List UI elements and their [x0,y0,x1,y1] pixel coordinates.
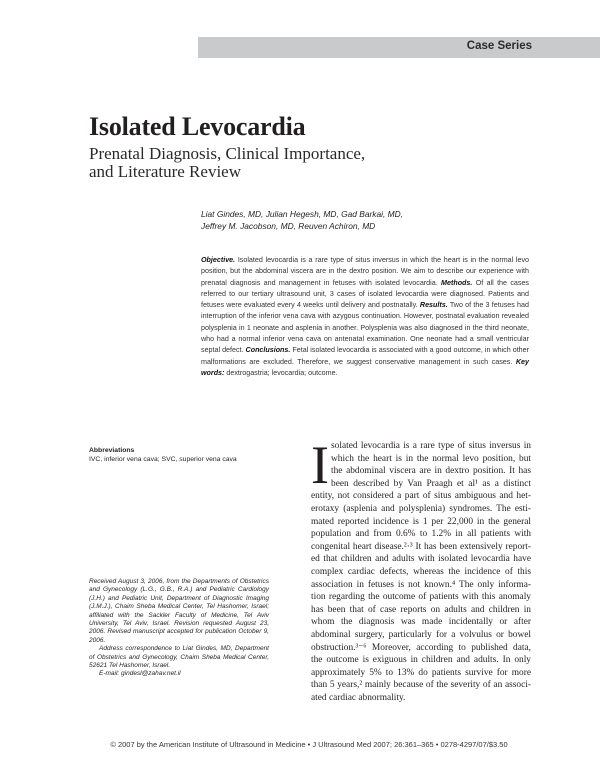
objective-text: Isolated levocardia is a rare type of situs inversus in which the heart is in the normal levo position, but the abdominal viscera are in the dextro position. We aim to describe our experience with prenatal diagnosis and management in fetuses with isolated levocardia. [201,256,529,287]
body-line: which the heart is in the normal levo position, but [331,453,531,464]
body-line: erotaxy (asplenia and polysplenia) syndromes. The esti- [311,503,531,514]
body-line: tion regarding the outcome of patients with this anomaly [311,592,531,603]
received-note [89,578,269,679]
article-title: Isolated Levocardia [89,112,306,141]
body-line: solated levocardia is a rare type of situs inversus in [331,441,531,451]
abbreviations-text: IVC, inferior vena cava; SVC, superior vena cava [89,456,237,463]
keywords-text: dextrogastria; levocardia; outcome. [224,368,338,377]
email-line: E-mail: gindesl@zahav.net.il [99,670,181,678]
body-text [311,435,531,704]
body-line: the abdominal viscera are in dextro position. It has [331,466,531,477]
body-line: approximately 5% to 13% do patients survive for more [311,667,531,678]
author-list [201,208,501,232]
body-line: entity, not considered a part of situs ambiguous and het- [311,491,531,502]
page-footer: © 2007 by the American Institute of Ultrasound in Medicine • J Ultrasound Med 2007; 26:361–365 • 0278-4297/07/$3.50 [110,740,508,749]
body-line: complex cardiac defects, whereas the incidence of this [311,566,531,577]
received-paragraph: Received August 3, 2006, from the Departments of Obstetrics and Gynecology (L.G., G.B., R.A.) and Pediatric Cardiology (J.H.) and Pediatric Unit, Department of Diagnostic Imaging (J.M.J.), Chaim Sheba Medical Center, Tel Hashomer, Israel; affiliated with the Sackler Faculty of Medicine, Tel Aviv University, Tel Aviv, Israel. Revision requested August 23, 2006. Revised manuscript accepted for publication October 9, 2006. [89,578,269,644]
keywords-label: Key words: [201,357,529,377]
body-line: population and from 0.6% to 1.2% in all patients with [311,529,531,540]
results-text: Two of the 3 fetuses had interruption of the inferior vena cava with azygous continuation. However, postnatal evaluation revealed polysplenia in 1 neonate and asplenia in another. Polysplenia was also diagnosed in the third neonate, who had a normal inferior vena cava on antenatal examination. One neonate had a small ventricular septal defect. [201,301,529,355]
body-line: ated cardiac abnormality. [311,692,406,703]
subtitle-line-1: Prenatal Diagnosis, Clinical Importance, [89,144,366,163]
abstract [201,255,529,379]
body-line: the outcome is exiguous in children and adults. In only [311,655,531,666]
section-banner [198,37,600,58]
body-line: than 5 years,² mainly because of the severity of an associ- [311,680,531,691]
methods-label: Methods. [441,278,473,287]
results-label: Results. [419,301,448,310]
body-line: been described by Van Praagh et al¹ as a distinct [331,478,531,489]
drop-cap: I [311,435,329,495]
body-line: congenital heart disease.²·³ It has been extensively report- [311,541,531,552]
body-line: abdominal surgery, particularly for a volvulus or bowel [311,629,531,640]
article-subtitle [89,145,409,181]
body-line: has been that of case reports on adults and children in [311,604,531,615]
section-label: Case Series [466,40,532,52]
authors-line-2: Jeffrey M. Jacobson, MD, Reuven Achiron, MD [201,221,376,231]
body-line: ed that children and adults with isolated levocardia have [311,554,531,565]
body-line: association in fetuses is not known.⁴ The only informa- [311,579,531,590]
body-line: whom the diagnosis was made incidentally or after [311,617,531,628]
abbreviations-heading: Abbreviations [89,447,135,454]
body-line: obstruction.³⁻⁶ Moreover, according to published data, [311,642,531,653]
correspondence-paragraph: Address correspondence to Liat Gindes, MD, Department of Obstetrics and Gynecology, Chaim Sheba Medical Center, 52621 Tel Hashomer, Israel. [89,645,269,670]
body-line: mated reported incidence is 1 per 22,000 in the general [311,516,531,527]
conclusions-label: Conclusions. [245,346,291,355]
objective-label: Objective. [201,256,236,264]
conclusions-text: Fetal isolated levocardia is associated with a good outcome, in which other malformations are excluded. Therefore, we suggest conservative management in such cases. [201,346,529,366]
methods-text: Of all the cases referred to our tertiary ultrasound unit, 3 cases of isolated levocardia were diagnosed. Patients and fetuses were evaluated every 4 weeks until delivery and postnatally. [201,278,529,310]
authors-line-1: Liat Gindes, MD, Julian Hegesh, MD, Gad Barkai, MD, [201,209,404,219]
abbreviations-box [89,446,279,464]
subtitle-line-2: and Literature Review [89,162,241,181]
